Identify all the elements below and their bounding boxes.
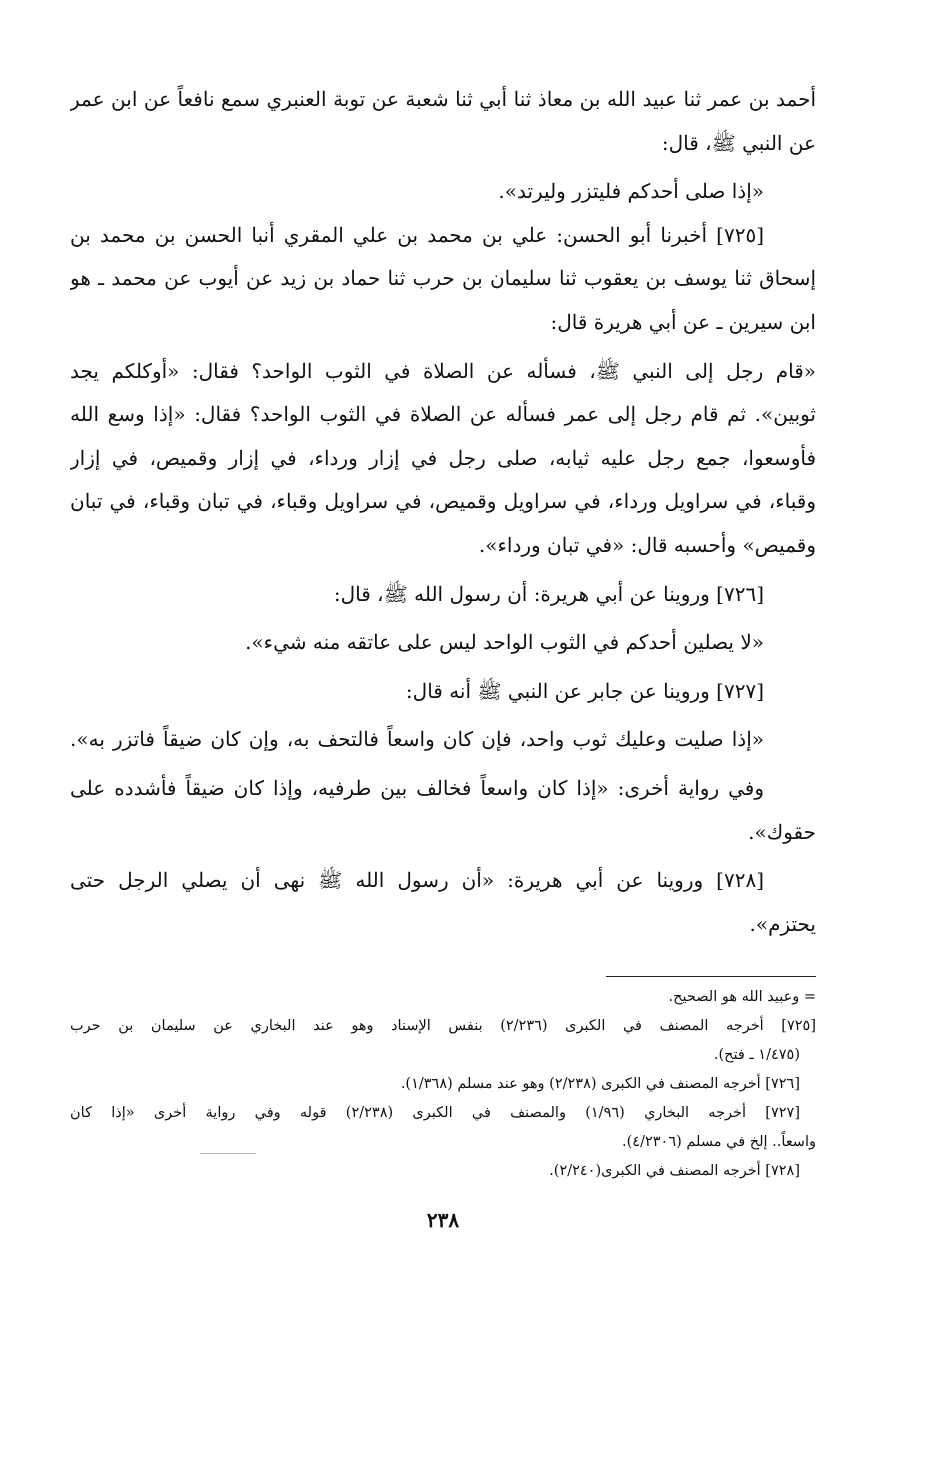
body-line: أحمد بن عمر ثنا عبيد الله بن معاذ ثنا أبي ثنا شعبة عن توبة العنبري سمع نافعاً عن ابن عمر (70, 87, 816, 111)
body-line: [٧٢٧] وروينا عن جابر عن النبي ﷺ أنه قال: (405, 678, 764, 703)
body-line: فأوسعوا، جمع رجل عليه ثيابه، صلى رجل في إزار ورداء، في إزار وقميص، في إزار (70, 445, 816, 470)
body-line: وفي رواية أخرى: «إذا كان واسعاً فخالف بين طرفيه، وإذا كان ضيقاً فأشدده على (70, 775, 764, 800)
body-line: يحتزم». (749, 911, 816, 936)
body-line: ابن سيرين ـ عن أبي هريرة قال: (550, 309, 816, 334)
footnotes (70, 983, 816, 1186)
footnote-line: (١/٤٧٥ ـ فتح). (713, 1047, 800, 1064)
body-line: «قام رجل إلى النبي ﷺ، فسأله عن الصلاة في الثوب الواحد؟ فقال: «أوكلكم يجد (70, 358, 816, 383)
page-number: ٢٣٨ (426, 1208, 460, 1233)
footnote-line: واسعاً.. إلخ في مسلم (٤/٢٣٠٦). (622, 1134, 816, 1151)
body-line: وقميص» وأحسبه قال: «في تبان ورداء». (478, 532, 816, 557)
body-line: عن النبي ﷺ، قال: (661, 130, 816, 155)
footnote-line: [٧٢٦] أخرجه المصنف في الكبرى (٢/٢٣٨) وهو عند مسلم (١/٣٦٨). (400, 1076, 800, 1093)
body-line: [٧٢٨] وروينا عن أبي هريرة: «أن رسول الله ﷺ نهى أن يصلي الرجل حتى (70, 868, 764, 893)
footnote-line: [٧٢٧] أخرجه البخاري (١/٩٦) والمصنف في الكبرى (٢/٢٣٨) قوله وفي رواية أخرى «إذا كان (70, 1105, 800, 1122)
footnote-line: [٧٢٨] أخرجه المصنف في الكبرى(٢/٢٤٠). (549, 1163, 800, 1180)
body-line: حقوك». (748, 819, 816, 844)
body-line: ثوبين». ثم قام رجل إلى عمر فسأله عن الصلاة في الثوب الواحد؟ فقال: «إذا وسع الله (70, 402, 816, 427)
main-text (70, 78, 816, 946)
footnote-separator (606, 976, 816, 977)
footnote-line: [٧٢٥] أخرجه المصنف في الكبرى (٢/٢٣٦) بنفس الإسناد وهو عند البخاري عن سليمان بن حرب (70, 1018, 816, 1035)
footnote-line: = وعبيد الله هو الصحيح. (668, 989, 816, 1006)
body-line: [٧٢٥] أخبرنا أبو الحسن: علي بن محمد بن علي المقري أنبا الحسن بن محمد بن (70, 222, 764, 247)
body-line: وقباء، في سراويل ورداء، في سراويل وقميص، في سراويل وقباء، في تبان وقباء، في تبان (70, 489, 816, 514)
scan-mark (200, 1153, 256, 1154)
body-line: «لا يصلين أحدكم في الثوب الواحد ليس على عاتقه منه شيء». (245, 630, 764, 655)
body-line: إسحاق ثنا يوسف بن يعقوب ثنا سليمان بن حرب ثنا حماد بن زيد عن أيوب عن محمد ـ هو (70, 266, 816, 291)
body-line: «إذا صلى أحدكم فليتزر وليرتد». (498, 179, 764, 204)
body-line: «إذا صليت وعليك ثوب واحد، فإن كان واسعاً فالتحف به، وإن كان ضيقاً فاتزر به». (70, 727, 764, 752)
body-line: [٧٢٦] وروينا عن أبي هريرة: أن رسول الله ﷺ، قال: (333, 581, 764, 606)
